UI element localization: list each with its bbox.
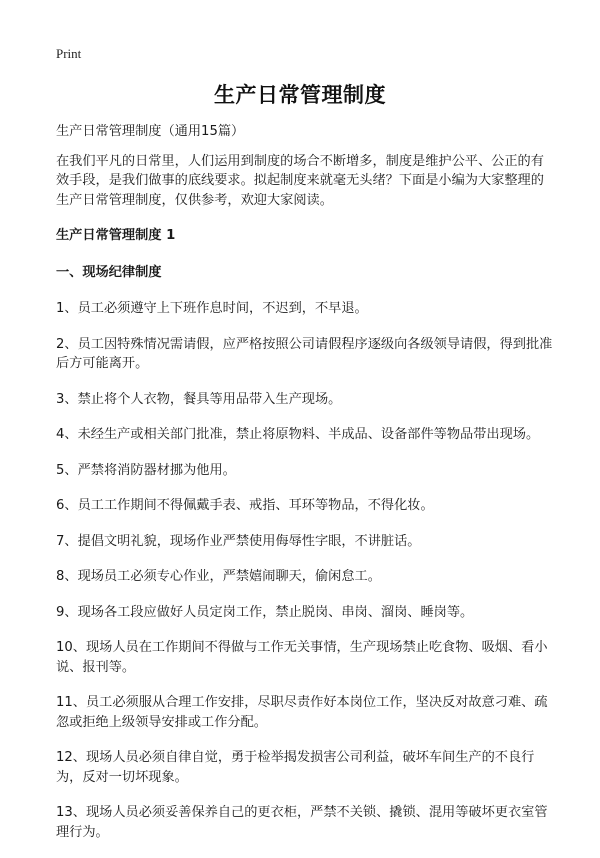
rule-item: 7、提倡文明礼貌，现场作业严禁使用侮辱性字眼，不讲脏话。 [56,533,421,549]
rule-item: 10、现场人员在工作期间不得做与工作无关事情，生产现场禁止吃食物、吸烟、看小说、报刊等。 [56,640,548,675]
section-heading: 生产日常管理制度 1 [56,228,176,243]
rule-item: 12、现场人员必须自律自觉，勇于检举揭发损害公司利益，破坏车间生产的不良行为，反对一切坏现象。 [56,750,535,785]
rule-item: 8、现场员工必须专心作业，严禁嬉闹聊天，偷闲怠工。 [56,569,381,584]
rule-item: 1、员工必须遵守上下班作息时间，不迟到，不早退。 [56,301,368,316]
rule-item: 2、员工因特殊情况需请假，应严格按照公司请假程序逐级向各级领导请假，得到批准后方可能离开。 [56,336,553,371]
rule-item: 5、严禁将消防器材挪为他用。 [56,462,236,478]
rule-item: 13、现场人员必须妥善保养自己的更衣柜，严禁不关锁、撬锁、混用等破坏更衣室管理行为。 [56,805,548,840]
rule-item: 3、禁止将个人衣物，餐具等用品带入生产现场。 [56,391,342,407]
document-subtitle: 生产日常管理制度（通用15篇） [56,124,245,139]
document-title: 生产日常管理制度 [214,83,386,107]
rule-item: 9、现场各工段应做好人员定岗工作，禁止脱岗、串岗、溜岗、睡岗等。 [56,604,474,620]
rule-item: 11、员工必须服从合理工作安排，尽职尽责作好本岗位工作，坚决反对故意刁难、疏忽或拒绝上级领导安排或工作分配。 [56,695,548,730]
print-link[interactable]: Print [56,46,82,61]
intro-paragraph: 在我们平凡的日常里，人们运用到制度的场合不断增多，制度是维护公平、公正的有效手段，是我们做事的底线要求。拟起制度来就毫无头绪？下面是小编为大家整理的生产日常管理制度，仅供参考，欢迎大家阅读。 [56,153,544,208]
document-body [56,122,556,858]
rule-item: 4、未经生产或相关部门批准，禁止将原物料、半成品、设备部件等物品带出现场。 [56,427,540,442]
subsection-heading: 一、现场纪律制度 [56,264,162,280]
rule-item: 6、员工工作期间不得佩戴手表、戒指、耳环等物品，不得化妆。 [56,498,434,513]
